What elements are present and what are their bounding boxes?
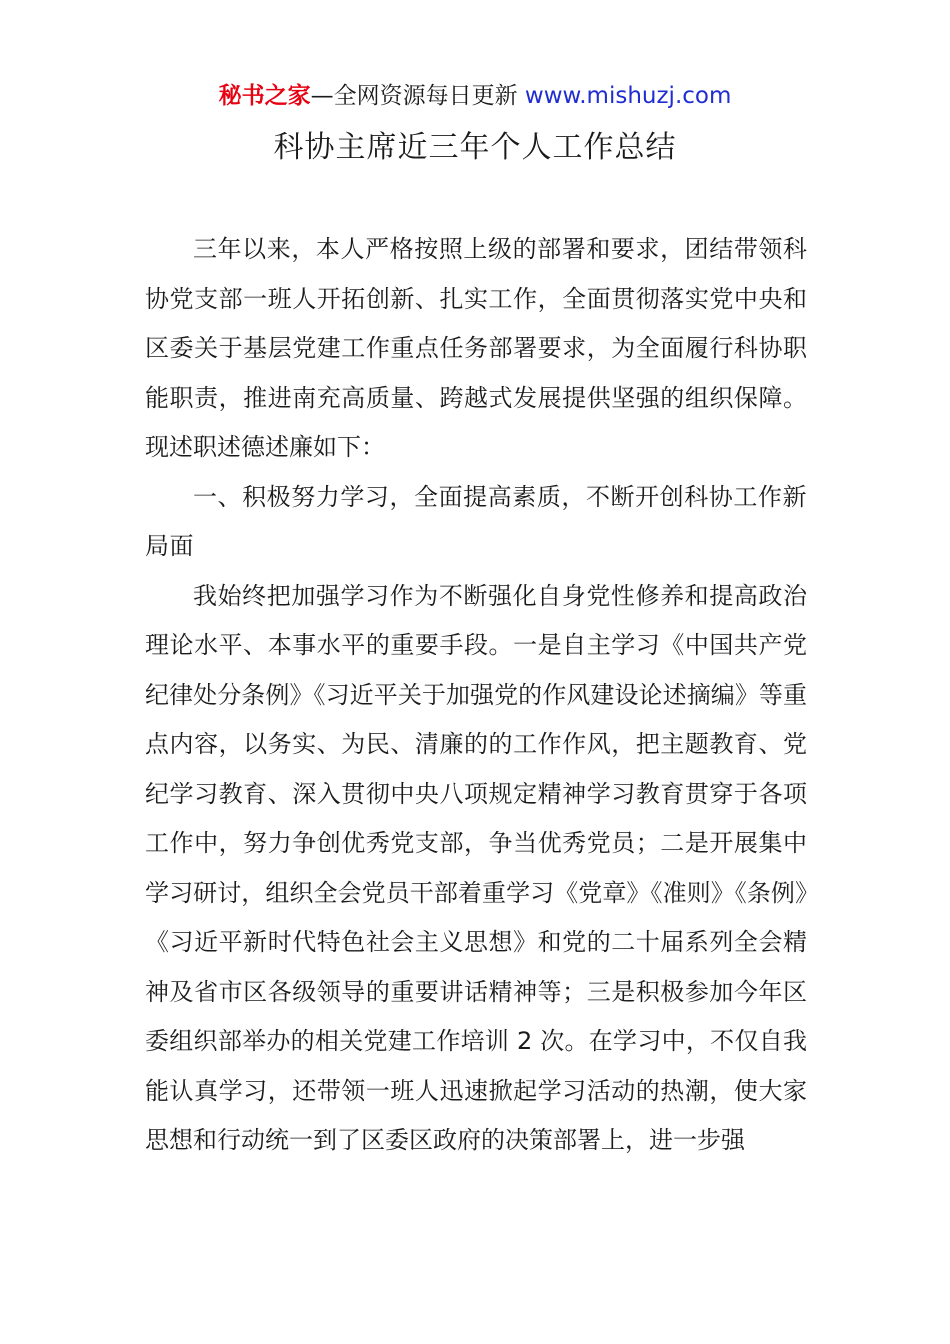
document-body [145, 225, 807, 1166]
intro-paragraph: 三年以来，本人严格按照上级的部署和要求，团结带领科协党支部一班人开拓创新、扎实工作，全面贯彻落实党中央和区委关于基层党建工作重点任务部署要求，为全面履行科协职能职责，推进南充高质量、跨越式发展提供坚强的组织保障。现述职述德述廉如下： [145, 235, 807, 461]
site-header [0, 80, 950, 112]
brand-name: 秘书之家 [218, 83, 311, 109]
body-paragraph: 我始终把加强学习作为不断强化自身党性修养和提高政治理论水平、本事水平的重要手段。一是自主学习《中国共产党纪律处分条例》《习近平关于加强党的作风建设论述摘编》等重点内容，以务实、为民、清廉的的工作作风，把主题教育、党纪学习教育、深入贯彻中央八项规定精神学习教育贯穿于各项工作中，努力争创优秀党支部，争当优秀党员；二是开展集中学习研讨，组织全会党员干部着重学习《党章》《准则》《条例》《习近平新时代特色社会主义思想》和党的二十届系列全会精神及省市区各级领导的重要讲话精神等；三是积极参加今年区委组织部举办的相关党建工作培训 2 次。在学习中，不仅自我能认真学习，还带领一班人迅速掀起学习活动的热潮，使大家思想和行动统一到了区委区政府的决策部署上，进一步强 [145, 581, 807, 1154]
site-url-link[interactable]: www.mishuzj.com [524, 83, 732, 109]
document-title: 科协主席近三年个人工作总结 [273, 130, 677, 165]
section-heading-1: 一、积极努力学习，全面提高素质，不断开创科协工作新局面 [145, 482, 807, 560]
header-tagline: —全网资源每日更新 [310, 83, 518, 109]
